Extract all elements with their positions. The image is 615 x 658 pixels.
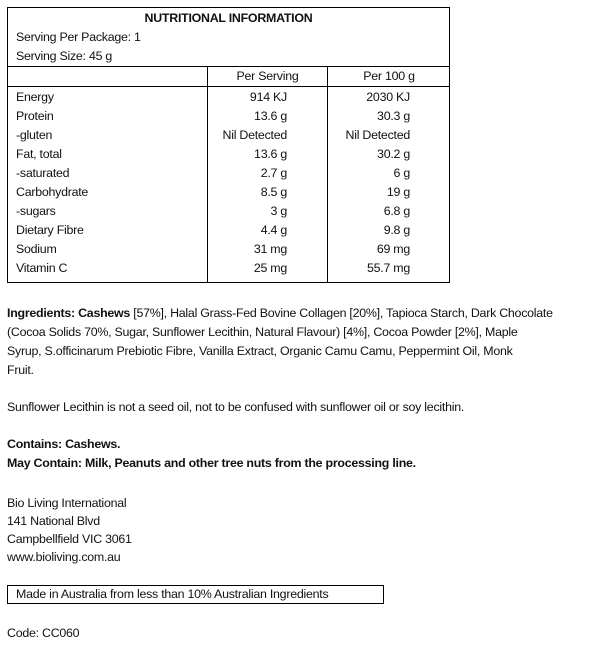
- per-serving-value: 31 mg: [253, 242, 287, 256]
- per-100g-value: 6.8 g: [383, 204, 410, 218]
- contains-allergens: Contains: Cashews.: [7, 437, 121, 451]
- ingredients-label: Ingredients: Cashews: [7, 306, 131, 320]
- per-serving-value: 3 g: [270, 204, 287, 218]
- per-serving-value: 2.7 g: [260, 166, 287, 180]
- table-row: [8, 240, 449, 259]
- per-100g-value: Nil Detected: [345, 128, 410, 142]
- nutrient-name: Fat, total: [16, 147, 62, 161]
- product-code: Code: CC060: [7, 626, 80, 640]
- nutrition-title: NUTRITIONAL INFORMATION: [144, 11, 313, 25]
- header-per-serving: Per Serving: [236, 69, 299, 83]
- per-100g-value: 19 g: [386, 185, 410, 199]
- table-row: [8, 145, 449, 164]
- ingredients-line: [7, 304, 553, 323]
- ingredients-line: Fruit.: [7, 363, 34, 377]
- lecithin-note: Sunflower Lecithin is not a seed oil, not to be confused with sunflower oil or soy lecithin.: [7, 400, 465, 414]
- nutrient-name: Protein: [16, 109, 54, 123]
- table-row: [8, 202, 449, 221]
- table-row: [8, 107, 449, 126]
- serving-size: Serving Size: 45 g: [16, 49, 113, 63]
- table-row: [8, 183, 449, 202]
- per-serving-value: 13.6 g: [254, 109, 287, 123]
- street-address: 141 National Blvd: [7, 514, 100, 528]
- nutrition-rows: [8, 88, 449, 278]
- nutrient-name: Vitamin C: [16, 261, 68, 275]
- may-contain-allergens: May Contain: Milk, Peanuts and other tree nuts from the processing line.: [7, 456, 416, 470]
- ingredients-line: (Cocoa Solids 70%, Sugar, Sunflower Lecithin, Natural Flavour) [4%], Cocoa Powder [2%], Maple: [7, 325, 518, 339]
- per-100g-value: 2030 KJ: [366, 90, 410, 104]
- per-100g-value: 69 mg: [376, 242, 410, 256]
- per-serving-value: 4.4 g: [260, 223, 287, 237]
- nutrient-name: -gluten: [16, 128, 53, 142]
- nutrient-name: Energy: [16, 90, 54, 104]
- per-serving-value: 13.6 g: [254, 147, 287, 161]
- per-100g-value: 6 g: [393, 166, 410, 180]
- per-100g-value: 9.8 g: [383, 223, 410, 237]
- per-serving-value: 8.5 g: [260, 185, 287, 199]
- nutrient-name: -sugars: [16, 204, 56, 218]
- per-serving-value: 25 mg: [253, 261, 287, 275]
- nutrient-name: Carbohydrate: [16, 185, 89, 199]
- table-row: [8, 88, 449, 107]
- website: www.bioliving.com.au: [7, 550, 121, 564]
- nutrient-name: Sodium: [16, 242, 57, 256]
- origin-statement: Made in Australia from less than 10% Australian Ingredients: [7, 585, 384, 604]
- per-serving-value: 914 KJ: [249, 90, 287, 104]
- column-headers: [8, 66, 449, 87]
- table-row: [8, 221, 449, 240]
- table-row: [8, 259, 449, 278]
- city-address: Campbellfield VIC 3061: [7, 532, 132, 546]
- nutrition-header: [8, 8, 449, 67]
- nutrition-table: [7, 7, 450, 283]
- header-per-100g: Per 100 g: [363, 69, 415, 83]
- company-name: Bio Living International: [7, 496, 127, 510]
- servings-per-package: Serving Per Package: 1: [16, 30, 141, 44]
- table-row: [8, 164, 449, 183]
- per-100g-value: 55.7 mg: [366, 261, 410, 275]
- ingredients-line: Syrup, S.officinarum Prebiotic Fibre, Vanilla Extract, Organic Camu Camu, Peppermint Oil, Monk: [7, 344, 513, 358]
- per-100g-value: 30.3 g: [377, 109, 410, 123]
- per-serving-value: Nil Detected: [222, 128, 287, 142]
- per-100g-value: 30.2 g: [377, 147, 410, 161]
- ingredients-text: [57%], Halal Grass-Fed Bovine Collagen [20%], Tapioca Starch, Dark Chocolate: [130, 306, 553, 320]
- nutrient-name: Dietary Fibre: [16, 223, 84, 237]
- table-row: [8, 126, 449, 145]
- nutrient-name: -saturated: [16, 166, 70, 180]
